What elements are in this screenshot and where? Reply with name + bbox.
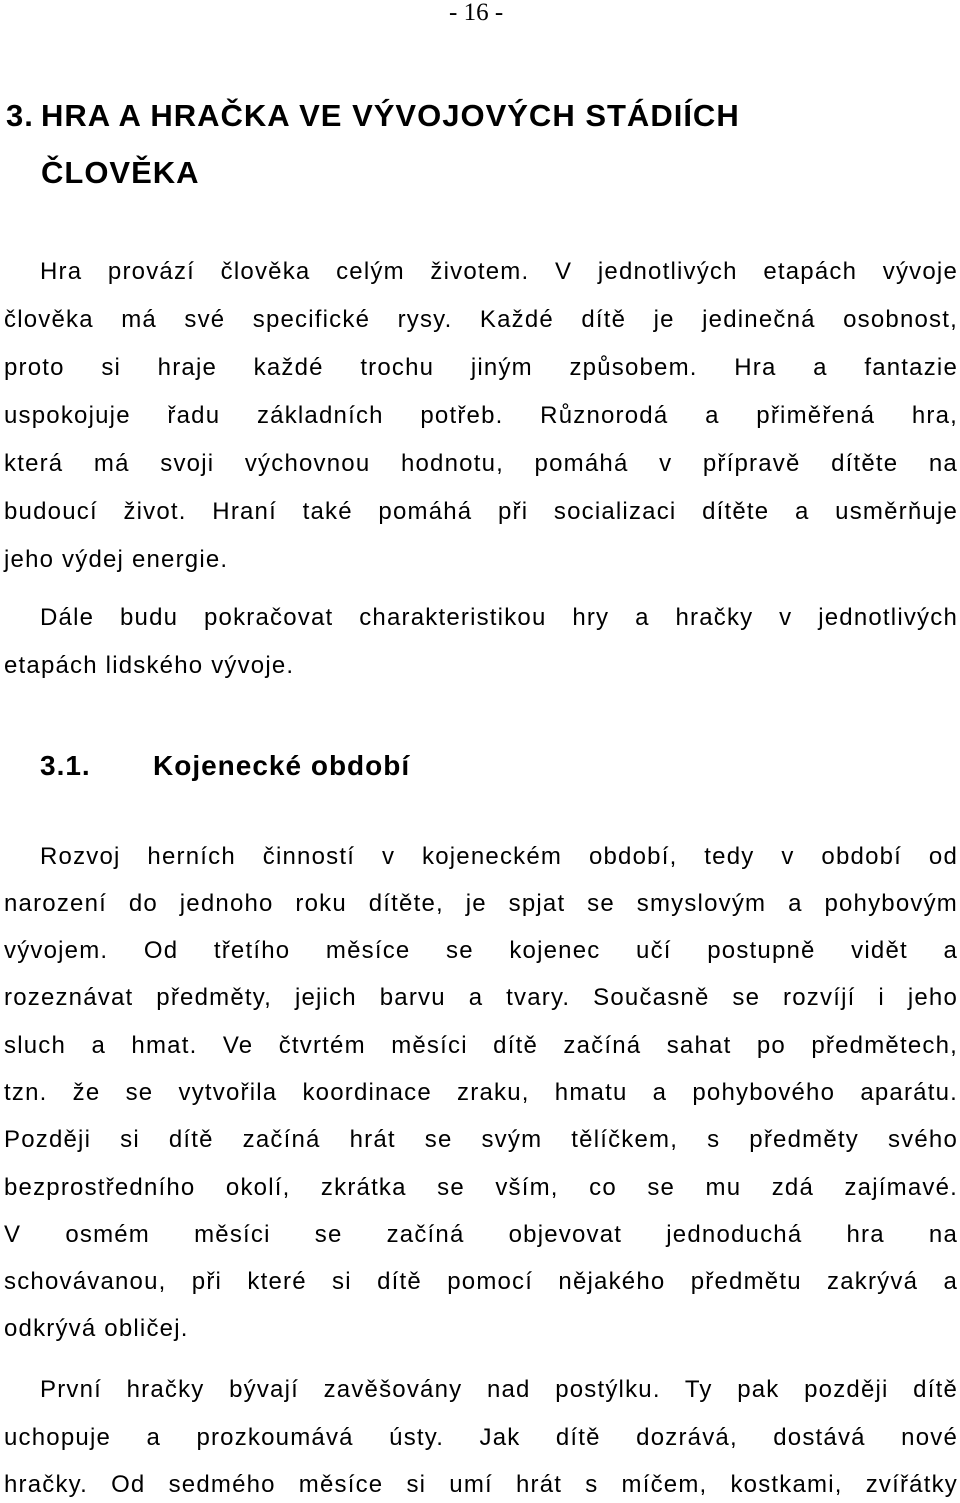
page-number: - 16 - — [449, 0, 504, 26]
paragraph-line: uchopuje a prozkoumává ústy. Jak dítě dozrává, dostává nové — [4, 1424, 958, 1451]
paragraph-line: Hra provází člověka celým životem. V jednotlivých etapách vývoje — [40, 258, 958, 285]
paragraph-line: etapách lidského vývoje. — [4, 652, 295, 679]
paragraph-line: rozeznávat předměty, jejich barvu a tvary. Současně se rozvíjí i jeho — [4, 984, 958, 1011]
paragraph-line: Později si dítě začíná hrát se svým tělíčkem, s předměty svého — [4, 1126, 958, 1153]
paragraph-line: Dále budu pokračovat charakteristikou hry a hračky v jednotlivých — [40, 604, 958, 631]
paragraph-line: V osmém měsíci se začíná objevovat jednoduchá hra na — [4, 1221, 958, 1248]
paragraph-line: narození do jednoho roku dítěte, je spjat se smyslovým a pohybovým — [4, 890, 958, 917]
paragraph-line: Rozvoj herních činností v kojeneckém období, tedy v období od — [40, 843, 958, 870]
paragraph-line: hračky. Od sedmého měsíce si umí hrát s míčem, kostkami, zvířátky — [4, 1471, 958, 1498]
paragraph-line: uspokojuje řadu základních potřeb. Různorodá a přiměřená hra, — [4, 402, 958, 429]
paragraph-line: proto si hraje každé trochu jiným způsobem. Hra a fantazie — [4, 354, 958, 381]
paragraph-line: schovávanou, při které si dítě pomocí nějakého předmětu zakrývá a — [4, 1268, 958, 1295]
paragraph-line: bezprostředního okolí, zkrátka se vším, co se mu zdá zajímavé. — [4, 1174, 958, 1201]
paragraph-line: vývojem. Od třetího měsíce se kojenec učí postupně vidět a — [4, 937, 958, 964]
section-title: Kojenecké období — [153, 750, 411, 781]
paragraph-line: První hračky bývají zavěšovány nad postýlku. Ty pak později dítě — [40, 1376, 958, 1403]
chapter-title-line-2: ČLOVĚKA — [41, 155, 200, 190]
section-number: 3.1. — [40, 750, 91, 781]
paragraph-line: odkrývá obličej. — [4, 1315, 189, 1342]
paragraph-line: tzn. že se vytvořila koordinace zraku, hmatu a pohybového aparátu. — [4, 1079, 958, 1106]
chapter-title-line-1: HRA A HRAČKA VE VÝVOJOVÝCH STÁDIÍCH — [41, 98, 740, 133]
paragraph-line: člověka má své specifické rysy. Každé dítě je jedinečná osobnost, — [4, 306, 958, 333]
chapter-number: 3. — [6, 98, 34, 133]
paragraph-line: budoucí život. Hraní také pomáhá při socializaci dítěte a usměrňuje — [4, 498, 958, 525]
paragraph-line: sluch a hmat. Ve čtvrtém měsíci dítě začíná sahat po předmětech, — [4, 1032, 958, 1059]
paragraph-line: která má svoji výchovnou hodnotu, pomáhá v přípravě dítěte na — [4, 450, 958, 477]
paragraph-line: jeho výdej energie. — [4, 546, 229, 573]
